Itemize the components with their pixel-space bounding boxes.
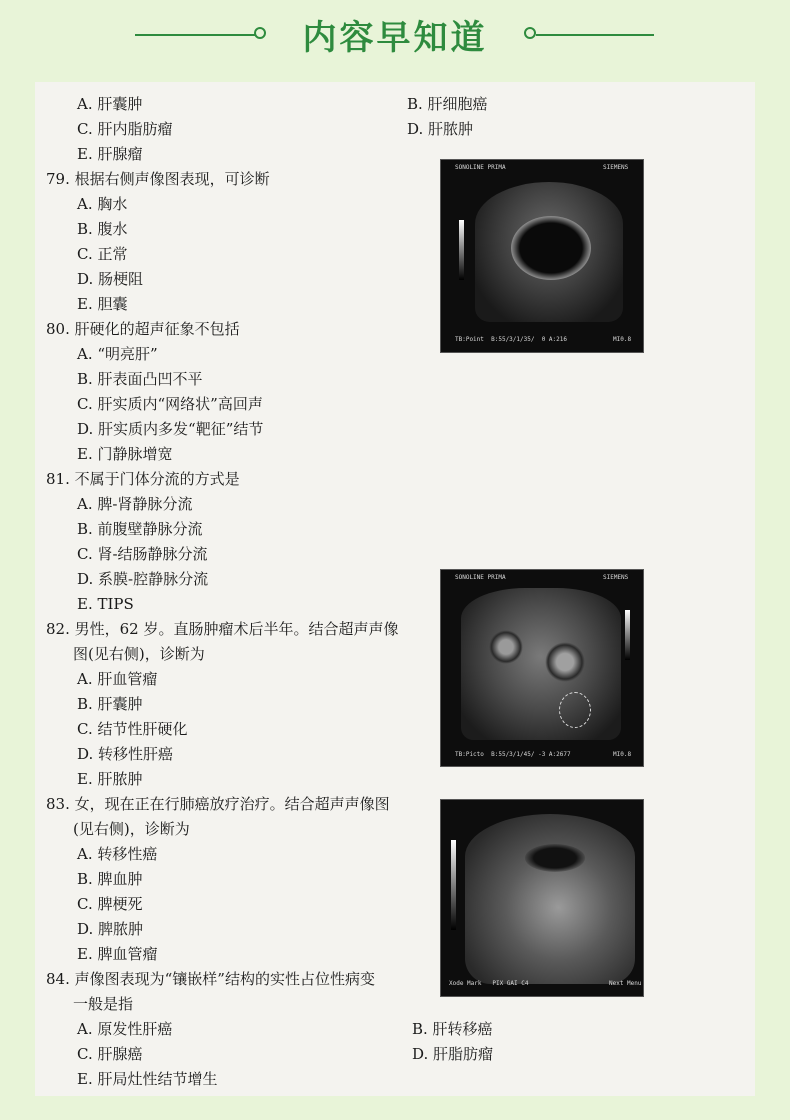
question-83-cont: (见右侧)，诊断为	[73, 820, 190, 838]
image-footer: TB:Picto B:55/3/1/45/ -3 A:2677	[455, 751, 571, 758]
question-81: 81. 不属于门体分流的方式是	[46, 470, 240, 488]
option-line: C. 肝腺癌	[77, 1045, 143, 1063]
question-84-cont: 一般是指	[73, 995, 134, 1013]
option-line: A. “明亮肝”	[77, 345, 158, 363]
image-maker: SIEMENS	[603, 164, 629, 171]
image-footer-right: MI0.8	[613, 751, 632, 758]
image-brand: SONOLINE PRIMA	[455, 574, 506, 581]
option-line: C. 肝内脂肪瘤	[77, 120, 173, 138]
question-82: 82. 男性，62 岁。直肠肿瘤术后半年。结合超声声像	[46, 620, 399, 638]
lesion-marker	[559, 692, 591, 728]
option-line: B. 肝细胞癌	[407, 95, 488, 113]
option-line: C. 正常	[77, 245, 128, 263]
option-line: D. 脾脓肿	[77, 920, 144, 938]
option-line: A. 胸水	[77, 195, 128, 213]
option-line: C. 脾梗死	[77, 895, 143, 913]
option-line: E. 门静脉增宽	[77, 445, 173, 463]
question-79: 79. 根据右侧声像图表现，可诊断	[46, 170, 270, 188]
question-84: 84. 声像图表现为“镶嵌样”结构的实性占位性病变	[46, 970, 375, 988]
target-lesion	[489, 630, 523, 664]
option-line: E. 胆囊	[77, 295, 128, 313]
option-line: A. 转移性癌	[77, 845, 158, 863]
header-circle-right-icon	[524, 27, 536, 39]
header-circle-left-icon	[254, 27, 266, 39]
question-82-cont: 图(见右侧)，诊断为	[73, 645, 205, 663]
option-line: B. 腹水	[77, 220, 128, 238]
option-line: D. 肠梗阻	[77, 270, 144, 288]
option-line: E. 肝脓肿	[77, 770, 143, 788]
option-line: D. 转移性肝癌	[77, 745, 174, 763]
option-line: B. 肝囊肿	[77, 695, 143, 713]
image-footer-right: Next Menu	[609, 980, 642, 987]
target-lesion	[545, 642, 585, 682]
anechoic-region	[511, 216, 591, 280]
option-line: C. 结节性肝硬化	[77, 720, 188, 738]
option-line: E. 肝腺瘤	[77, 145, 143, 163]
option-line: C. 肾-结肠静脉分流	[77, 545, 208, 563]
option-line: D. 系膜-腔静脉分流	[77, 570, 209, 588]
option-line: E. 脾血管瘤	[77, 945, 158, 963]
option-line: B. 肝转移癌	[412, 1020, 493, 1038]
option-line: B. 肝表面凸凹不平	[77, 370, 203, 388]
question-83: 83. 女，现在正在行肺癌放疗治疗。结合超声声像图	[46, 795, 390, 813]
exam-page	[35, 82, 755, 1096]
image-footer: Xode Mark PIX GAI C4	[449, 980, 529, 987]
image-maker: SIEMENS	[603, 574, 629, 581]
question-80: 80. 肝硬化的超声征象不包括	[46, 320, 240, 338]
header-rule-right	[536, 34, 654, 36]
ultrasound-image-83	[440, 799, 644, 997]
option-line: E. TIPS	[77, 595, 134, 613]
option-line: A. 肝血管瘤	[77, 670, 158, 688]
ultrasound-image-82	[440, 569, 644, 767]
grayscale-bar	[459, 220, 464, 280]
option-line: D. 肝实质内多发“靶征”结节	[77, 420, 264, 438]
option-line: B. 脾血肿	[77, 870, 143, 888]
ultrasound-fan	[465, 814, 635, 984]
option-line: A. 原发性肝癌	[77, 1020, 173, 1038]
option-line: A. 肝囊肿	[77, 95, 143, 113]
ultrasound-fan	[461, 588, 621, 740]
header-rule-left	[135, 34, 255, 36]
option-line: A. 脾-肾静脉分流	[77, 495, 193, 513]
option-line: D. 肝脂肪瘤	[412, 1045, 494, 1063]
section-header	[0, 0, 790, 78]
image-brand: SONOLINE PRIMA	[455, 164, 506, 171]
ultrasound-image-79	[440, 159, 644, 353]
image-footer: TB:Point B:55/3/1/35/ 0 A:216	[455, 336, 567, 343]
option-line: D. 肝脓肿	[407, 120, 474, 138]
option-line: C. 肝实质内“网络状”高回声	[77, 395, 263, 413]
grayscale-bar	[625, 610, 630, 660]
hypoechoic-region	[525, 844, 585, 872]
image-footer-right: MI0.8	[613, 336, 632, 343]
grayscale-bar	[451, 840, 456, 930]
header-title: 内容早知道	[302, 18, 488, 58]
option-line: E. 肝局灶性结节增生	[77, 1070, 218, 1088]
option-line: B. 前腹壁静脉分流	[77, 520, 203, 538]
